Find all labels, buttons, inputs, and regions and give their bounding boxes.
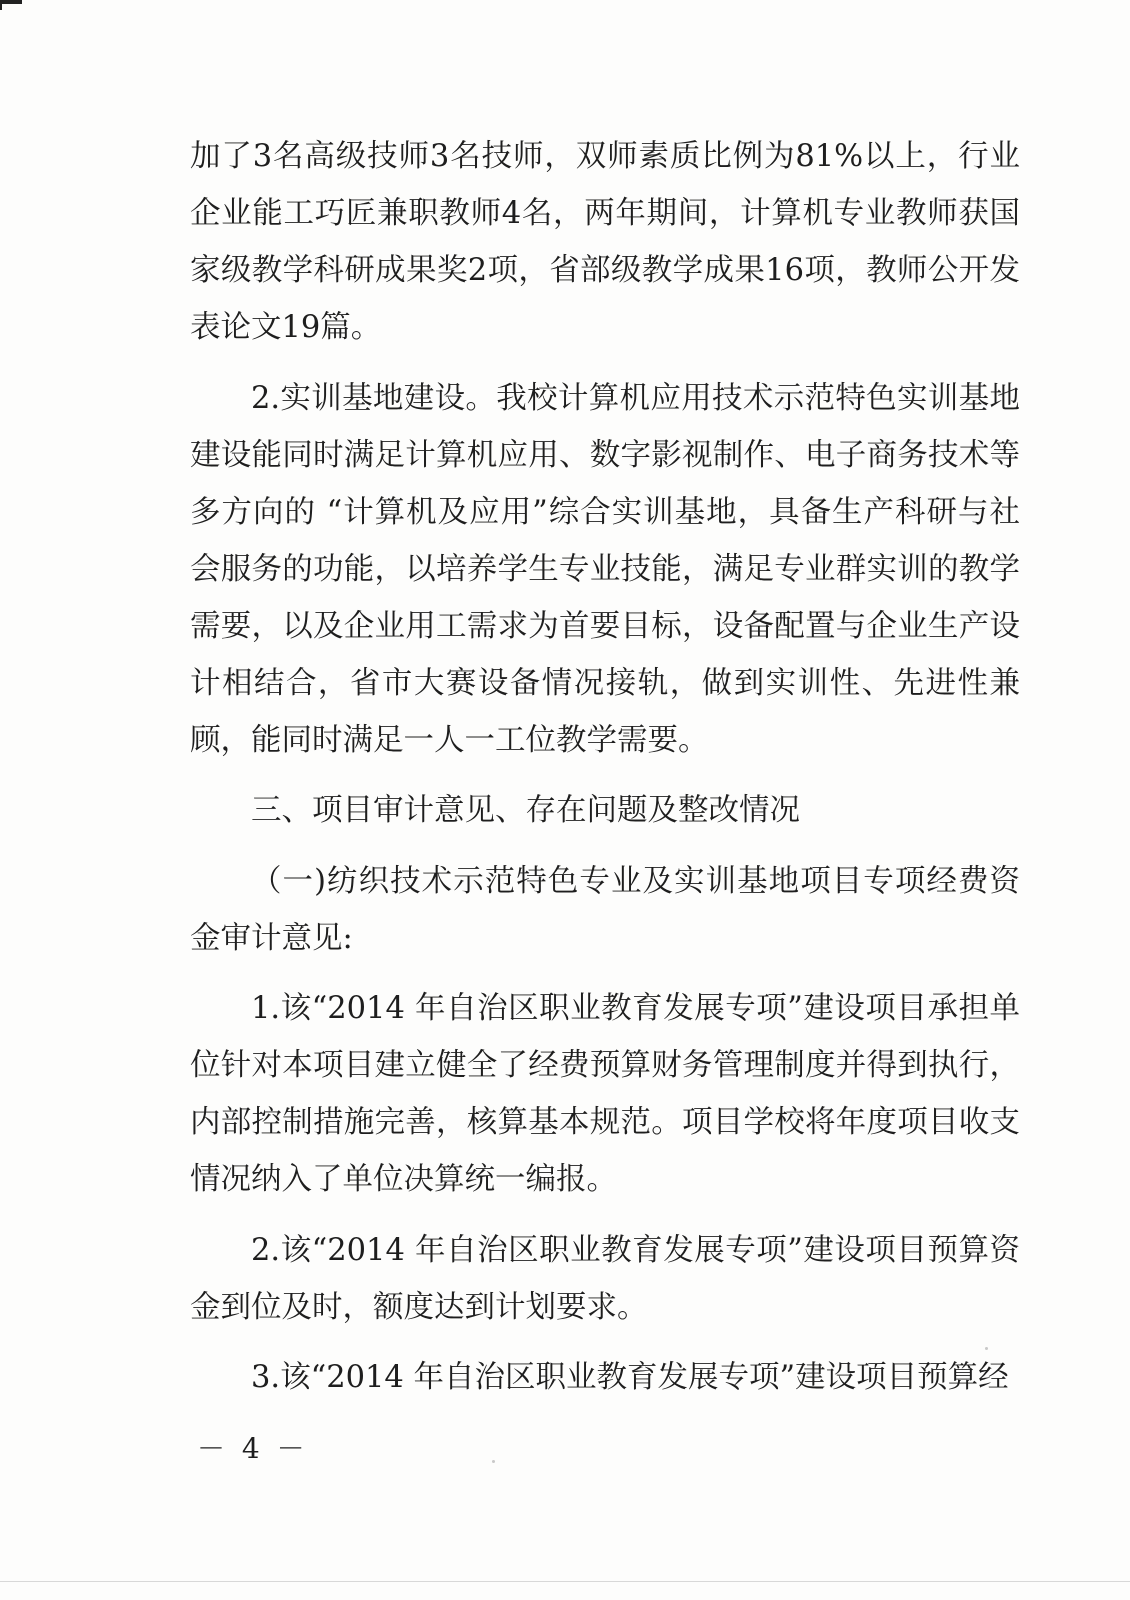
- audit-item-3: 3.该“2014 年自治区职业教育发展专项”建设项目预算经: [251, 1360, 1009, 1395]
- paragraph-teacher-achievements: 加了3名高级技师3名技师，双师素质比例为81%以上，行业企业能工巧匠兼职教师4名，两年期间，计算机专业教师获国家级教学科研成果奖2项，省部级教学成果16项，教师公开发表论文19篇。: [190, 139, 1020, 345]
- paragraph-training-base: 2.实训基地建设。我校计算机应用技术示范特色实训基地建设能同时满足计算机应用、数字影视制作、电子商务技术等多方向的 “计算机及应用”综合实训基地，具备生产科研与社会服务的功能，以培养学生专业技能，满足专业群实训的教学需要，以及企业用工需求为首要目标，设备配置与企业生产设计相结合，省市大赛设备情况接轨，做到实训性、先进性兼顾，能同时满足一人一工位教学需要。: [190, 380, 1020, 758]
- audit-item-1: 1.该“2014 年自治区职业教育发展专项”建设项目承担单位针对本项目建立健全了经费预算财务管理制度并得到执行，内部控制措施完善，核算基本规范。项目学校将年度项目收支情况纳入了单位决算统一编报。: [190, 991, 1020, 1197]
- page-number: － 4 －: [197, 1432, 309, 1465]
- scan-edge-mark: [0, 0, 2, 10]
- document-body: [190, 128, 1020, 1420]
- scan-edge-mark: [0, 0, 22, 4]
- subsection-heading-audit-opinion: （一)纺织技术示范特色专业及实训基地项目专项经费资金审计意见:: [190, 863, 1020, 956]
- audit-item-2: 2.该“2014 年自治区职业教育发展专项”建设项目预算资金到位及时，额度达到计划要求。: [190, 1232, 1020, 1325]
- section-heading-audit: 三、项目审计意见、存在问题及整改情况: [251, 793, 800, 828]
- scan-bottom-edge: [0, 1581, 1130, 1582]
- scan-speck: [985, 1347, 988, 1350]
- scan-speck: [492, 1460, 495, 1463]
